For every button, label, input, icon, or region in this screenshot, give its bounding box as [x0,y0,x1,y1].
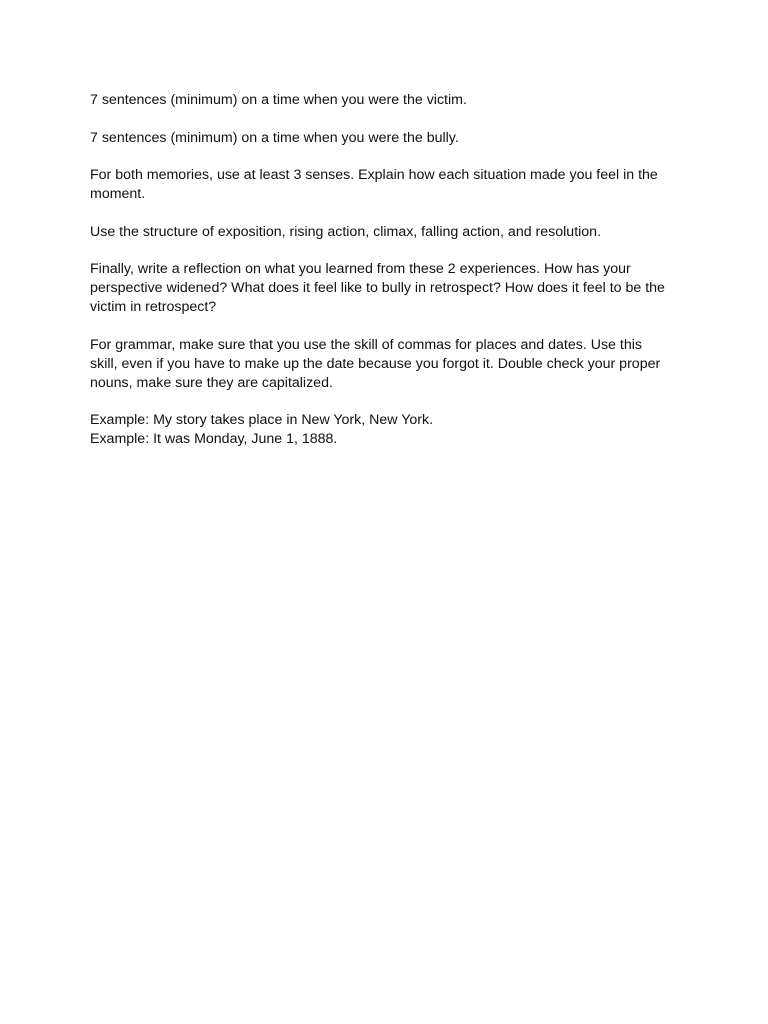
example-place: Example: My story takes place in New York, New York. [90,412,434,428]
instruction-grammar: For grammar, make sure that you use the skill of commas for places and dates. Use this skill, even if you have to make up the date because you forgot it. Double check your proper nouns, make sure they are capitalized. [90,336,661,391]
instruction-senses: For both memories, use at least 3 senses. Explain how each situation made you feel in the moment. [90,167,658,202]
document-body [90,91,670,449]
examples-block [90,411,670,449]
example-date: Example: It was Monday, June 1, 1888. [90,431,338,447]
instruction-reflection: Finally, write a reflection on what you learned from these 2 experiences. How has your perspective widened? What does it feel like to bully in retrospect? How does it feel to be the victim in retrospect? [90,261,665,315]
instruction-victim: 7 sentences (minimum) on a time when you were the victim. [90,92,467,108]
instruction-structure: Use the structure of exposition, rising action, climax, falling action, and resolution. [90,223,602,240]
instruction-bully: 7 sentences (minimum) on a time when you were the bully. [90,129,459,146]
